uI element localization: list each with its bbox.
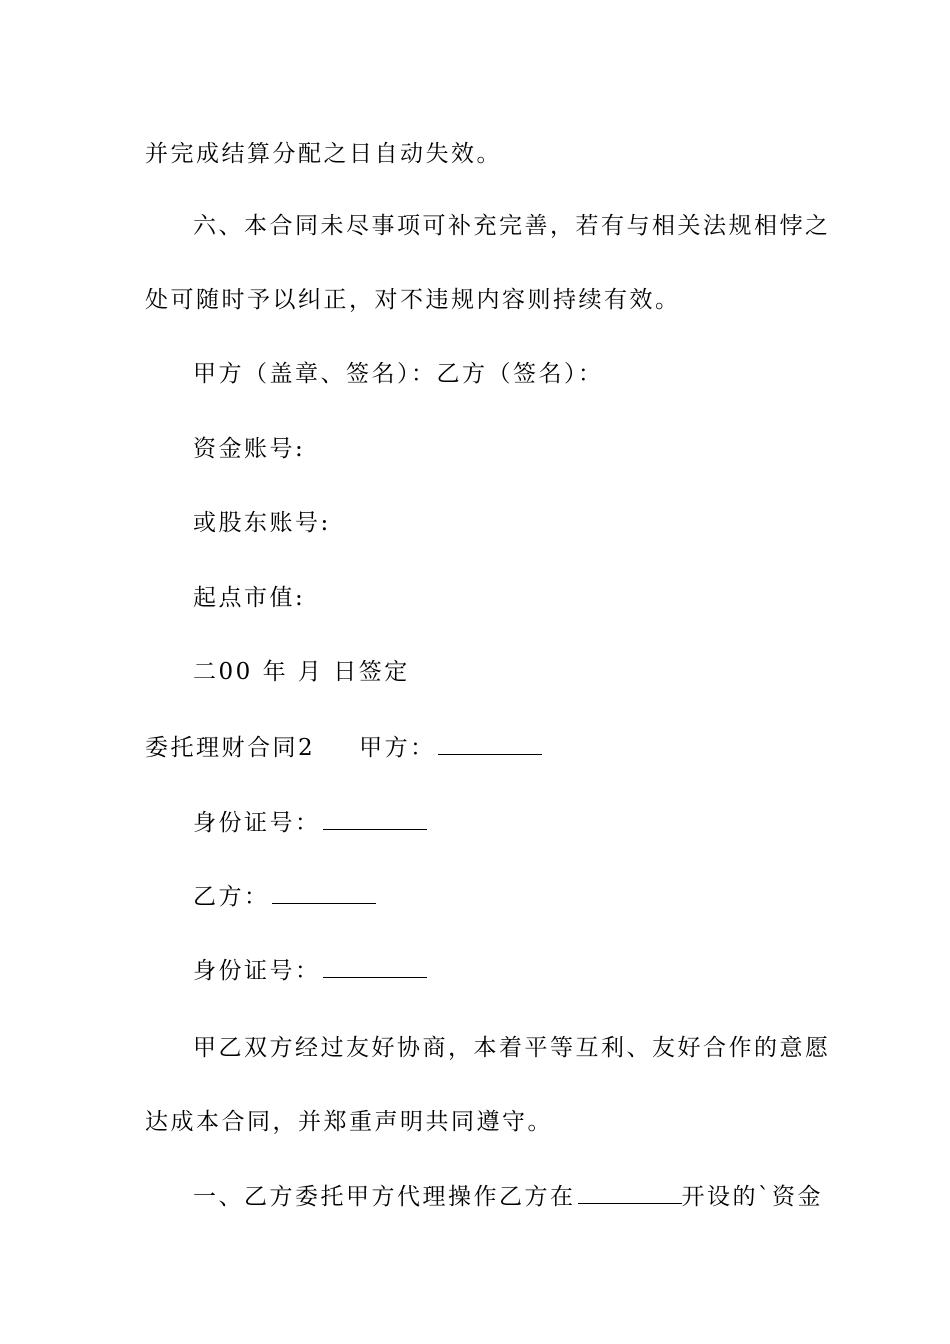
agreement-line-1: 甲乙双方经过友好协商，本着平等互利、友好合作的意愿 [193,1035,831,1061]
party-b-blank [272,883,376,904]
text-line: 并完成结算分配之日自动失效。 [145,141,502,167]
id-number-blank [323,957,427,978]
shareholder-account-label: 或股东账号: [193,510,331,536]
id-number-line-1 [193,808,858,838]
clause-one-line [193,1182,858,1212]
contract-2-title: 委托理财合同2 [145,735,316,761]
signing-date-line: 二00 年 月 日签定 [193,659,410,685]
clause-one-blank [578,1183,682,1204]
id-number-label: 身份证号： [193,958,321,984]
party-a-blank [438,734,542,755]
party-a-label: 甲方： [359,735,436,761]
clause-one-start: 一、乙方委托甲方代理操作乙方在 [193,1184,576,1210]
clause-six-line-2: 处可随时予以纠正，对不违规内容则持续有效。 [145,287,681,313]
agreement-line-2: 达成本合同，并郑重声明共同遵守。 [145,1109,553,1135]
party-b-label: 乙方： [193,884,270,910]
clause-one-end: 开设的`资金 [681,1184,823,1210]
id-number-blank [323,809,427,830]
clause-six-line-1: 六、本合同未尽事项可补充完善，若有与相关法规相悖之 [193,213,831,239]
signature-line: 甲方（盖章、签名）：乙方（签名）： [193,361,604,387]
contract-2-header-line [145,733,810,763]
fund-account-label: 资金账号: [193,436,306,462]
party-b-line [193,882,858,912]
id-number-label: 身份证号： [193,810,321,836]
id-number-line-2 [193,956,858,986]
starting-market-value-label: 起点市值: [193,585,306,611]
